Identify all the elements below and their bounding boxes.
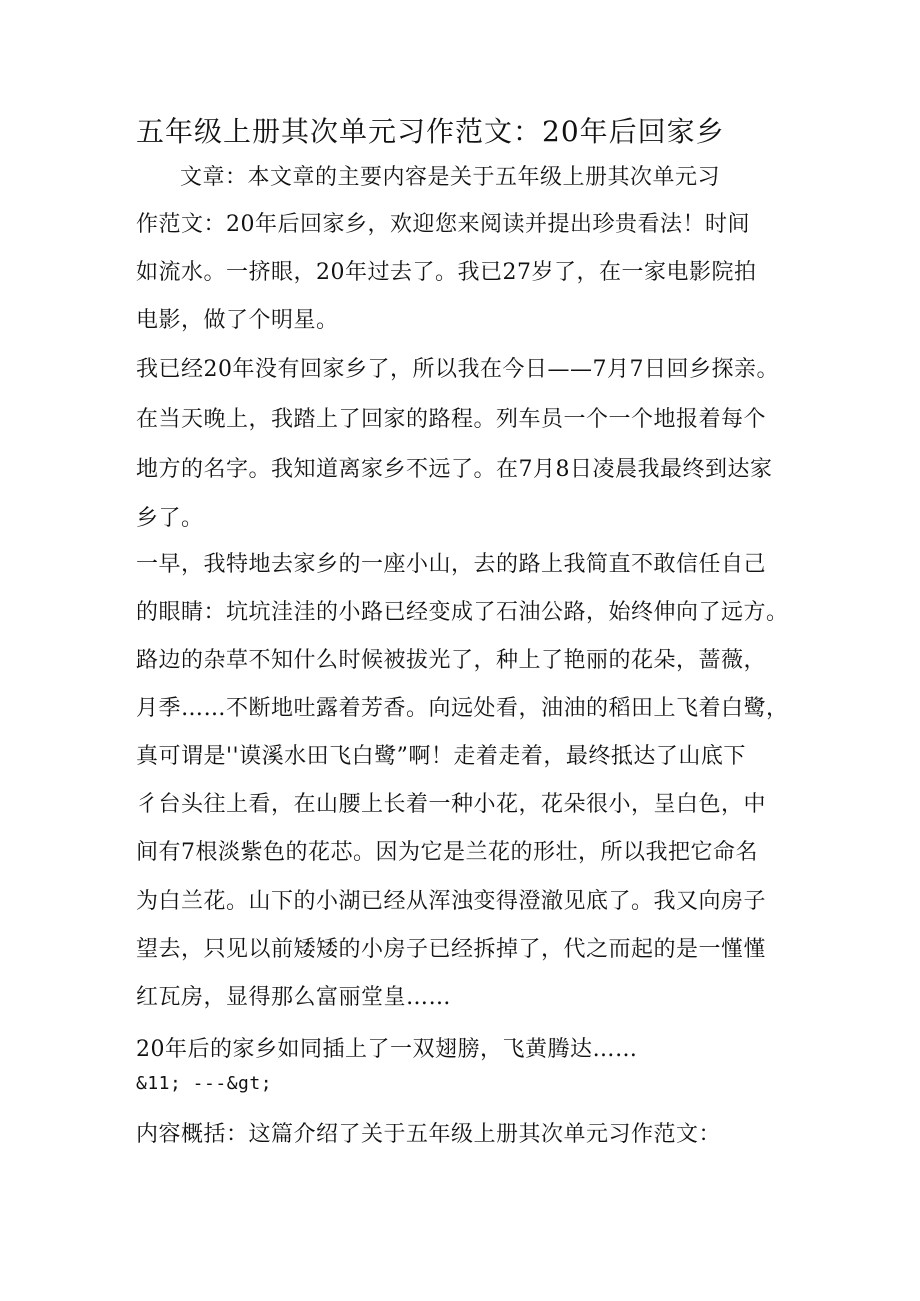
text-line: 作范文：20年后回家乡，欢迎您来阅读并提出珍贵看法！时间: [136, 212, 750, 237]
text-line: 我已经20年没有回家乡了，所以我在今日——7月7日回乡探亲。: [136, 357, 779, 382]
text-line: 红瓦房，显得那么富丽堂皇……: [136, 985, 452, 1010]
text-line: &11; ---&gt;: [136, 1073, 273, 1094]
document-title: 五年级上册其次单元习作范文：20年后回家乡: [136, 115, 725, 148]
text-line: 的眼睛：坑坑洼洼的小路已经变成了石油公路，始终伸向了远方。: [136, 600, 789, 625]
text-line: 月季……不断地吐露着芳香。向远处看，油油的稻田上飞着白鹭，: [136, 696, 789, 721]
text-line: 望去，只见以前矮矮的小房子已经拆掉了，代之而起的是一慬慬: [136, 937, 767, 962]
text-line: 内容概括：这篇介绍了关于五年级上册其次单元习作范文：: [136, 1122, 722, 1147]
text-line: 真可谓是''谟溪水田飞白鹭”啊！走着走着，最终抵达了山底下: [136, 744, 746, 769]
text-line: 在当天晚上，我踏上了回家的路程。列车员一个一个地报着每个: [136, 407, 767, 432]
text-line: 间有7根淡紫色的花芯。因为它是兰花的形壮，所以我把它命名: [136, 840, 758, 865]
text-line: 20年后的家乡如同插上了一双翅膀，飞黄腾达……: [136, 1037, 638, 1062]
text-line: 地方的名字。我知道离家乡不远了。在7月8日凌晨我最终到达家: [136, 457, 773, 482]
text-line: 乡了。: [136, 506, 204, 531]
text-line: 路边的杂草不知什么时候被拔光了，种上了艳丽的花朵，蔷薇，: [136, 648, 767, 673]
text-line: 电影，做了个明星。: [136, 308, 339, 333]
text-line: 文章：本文章的主要内容是关于五年级上册其次单元习: [180, 165, 721, 190]
text-line: 如流水。一挤眼，20年过去了。我已27岁了，在一家电影院拍: [136, 260, 757, 285]
text-line: 为白兰花。山下的小湖已经从浑浊变得澄澈见底了。我又向房子: [136, 889, 767, 914]
text-line: 彳台头往上看，在山腰上长着一种小花，花朵很小，呈白色，中: [136, 792, 767, 817]
text-line: 一早，我特地去家乡的一座小山，去的路上我简直不敢信任自己: [136, 552, 767, 577]
